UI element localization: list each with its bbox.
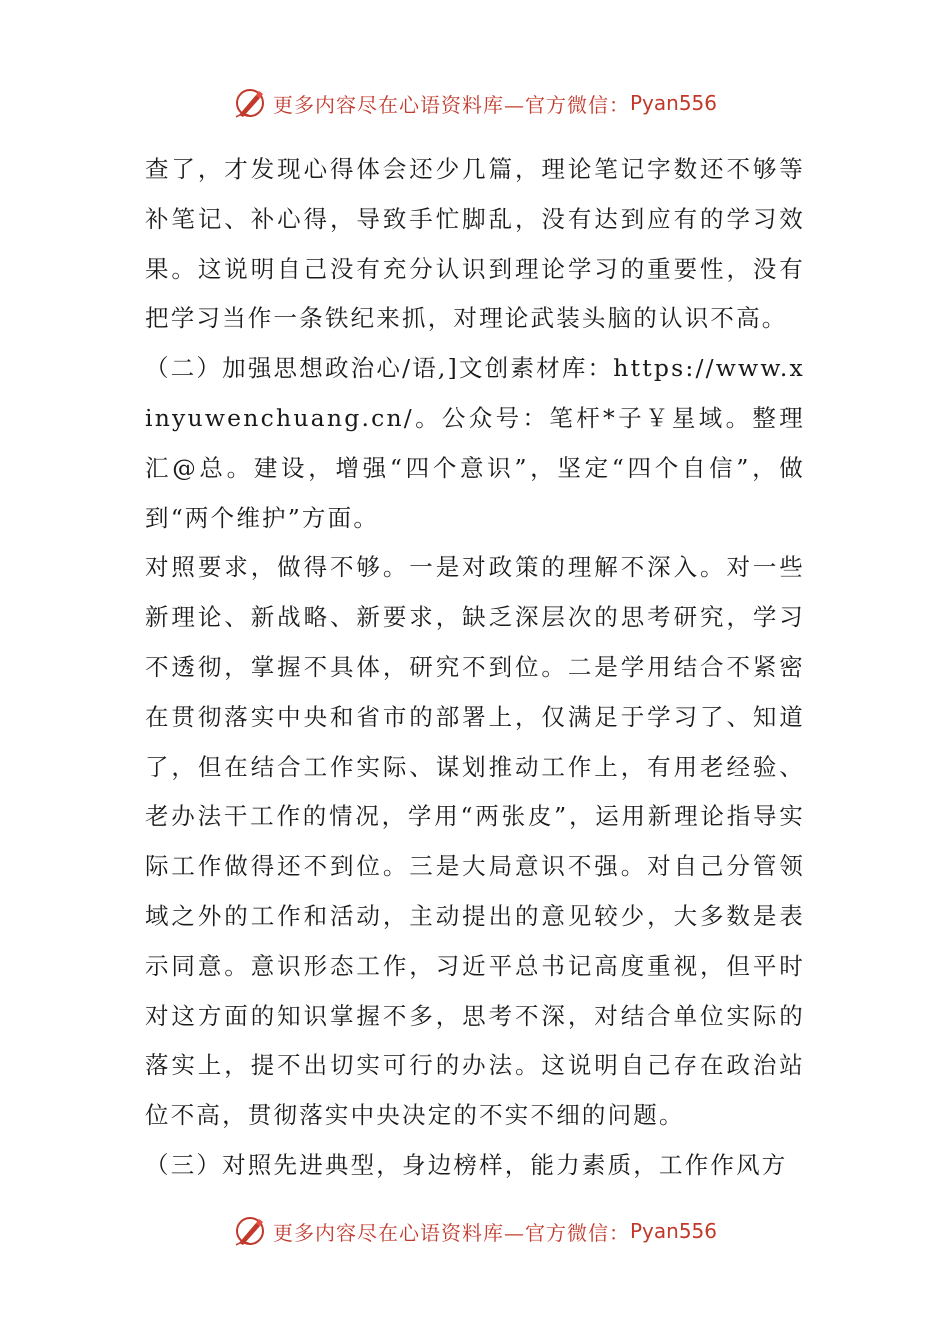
pen-logo-icon [233, 1214, 267, 1248]
footer-banner [0, 1211, 950, 1251]
paragraph-3: 对照要求，做得不够。一是对政策的理解不深入。对一些新理论、新战略、新要求，缺乏深层次的思考研究，学习不透彻，掌握不具体，研究不到位。二是学用结合不紧密在贯彻落实中央和省市的部署上，仅满足于学习了、知道了，但在结合工作实际、谋划推动工作上，有用老经验、老办法干工作的情况，学用“两张皮”，运用新理论指导实际工作做得还不到位。三是大局意识不强。对自己分管领域之外的工作和活动，主动提出的意见较少，大多数是表示同意。意识形态工作，习近平总书记高度重视，但平时对这方面的知识掌握不多，思考不深，对结合单位实际的落实上，提不出切实可行的办法。这说明自己存在政治站位不高，贯彻落实中央决定的不实不细的问题。 [145, 553, 805, 1130]
banner-text: 更多内容尽在心语资料库—官方微信： [272, 92, 630, 117]
paragraph-2: （二）加强思想政治心/语,]文创素材库：https://www.xinyuwenchuang.cn/。公众号：笔杆*子￥星域。整理汇@总。建设，增强“四个意识”，坚定“四个自信”，做到“两个维护”方面。 [145, 354, 805, 532]
banner-wechat-id: Pyan556 [629, 1219, 717, 1243]
banner-wechat-id: Pyan556 [629, 91, 717, 115]
pen-logo-icon [233, 86, 267, 120]
paragraph-4: （三）对照先进典型，身边榜样，能力素质，工作作风方 [145, 1150, 788, 1179]
document-body [145, 145, 805, 1191]
banner-text: 更多内容尽在心语资料库—官方微信： [272, 1220, 630, 1245]
header-banner [0, 83, 950, 123]
paragraph-1: 查了，才发现心得体会还少几篇，理论笔记字数还不够等补笔记、补心得，导致手忙脚乱，没有达到应有的学习效果。这说明自己没有充分认识到理论学习的重要性，没有把学习当作一条铁纪来抓，对理论武装头脑的认识不高。 [145, 155, 805, 333]
